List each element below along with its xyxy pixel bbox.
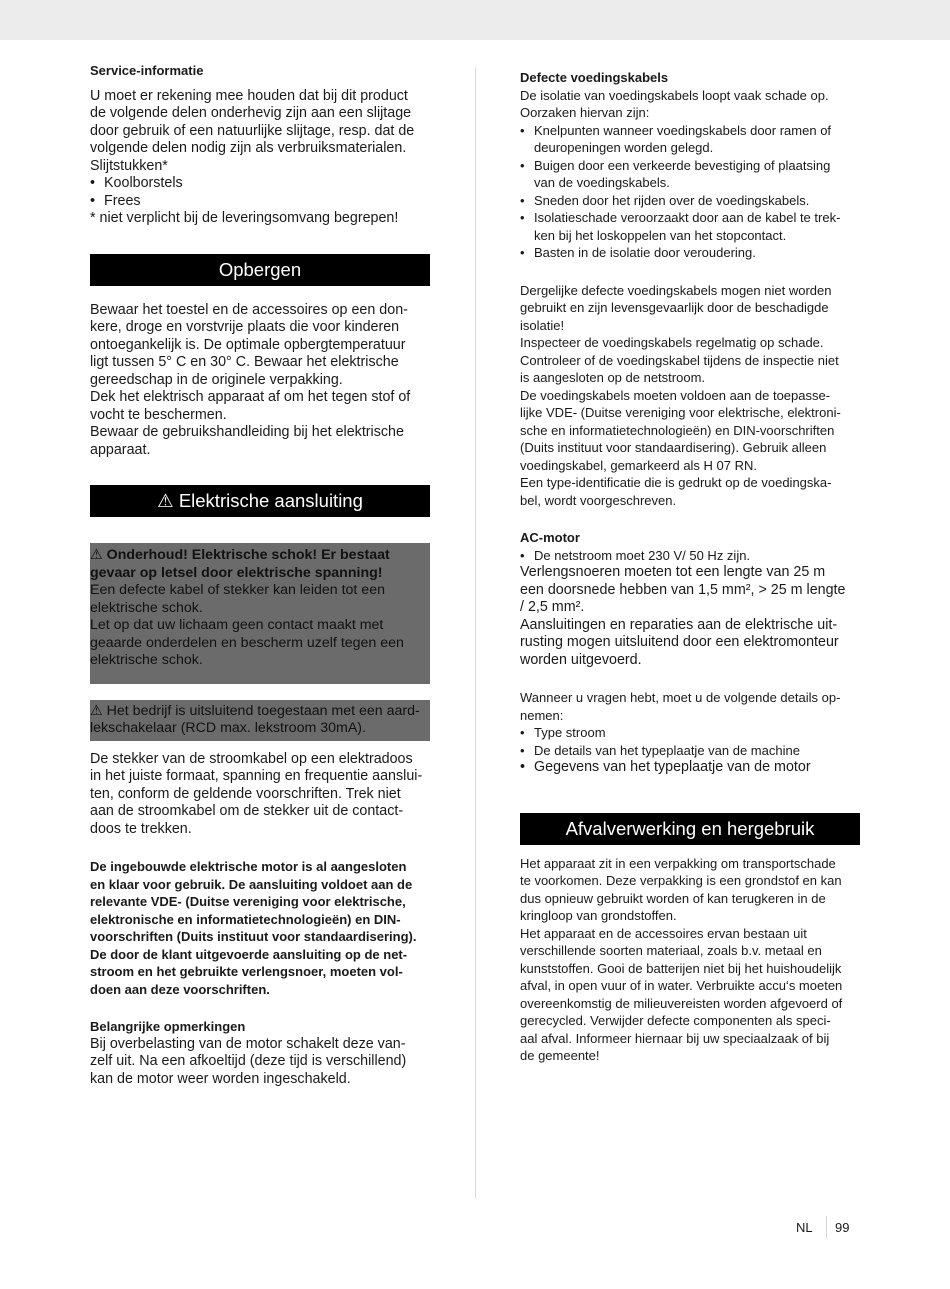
belangrijk-heading: Belangrijke opmerkingen [90,1019,246,1034]
section-banner-afvalverwerking: Afvalverwerking en hergebruik [520,813,860,845]
text-line: volgende delen nodig zijn als verbruiksmaterialen. [90,140,407,156]
text-line: kere, droge en vorstvrije plaats die voor kinderen [90,319,400,335]
belangrijk-text [90,1036,430,1089]
list-item-line: • Basten in de isolatie door veroudering. [534,245,756,260]
text-line: elektronische en informatietechnologieën) en DIN- [90,911,401,927]
text-line: nemen: [520,707,564,723]
text-line: Wanneer u vragen hebt, moet u de volgende details op- [520,690,841,705]
text-line: te voorkomen. Deze verpakking is een grondstof en kan [520,873,842,888]
text-line: Verlengsnoeren moeten tot een lengte van 25 m [520,564,826,580]
text-line: De stekker van de stroomkabel op een elektradoos [90,750,413,767]
text-line: Inspecteer de voedingskabels regelmatig op schade. [520,335,824,350]
list-item: • De details van het typeplaatje van de machine [520,742,860,760]
text-line: zelf uit. Na een afkoeltijd (deze tijd is verschillend) [90,1053,407,1069]
left-column [90,62,430,1088]
top-band [0,0,950,40]
warning-title-line: gevaar op letsel door elektrische spanning! [90,564,383,581]
text-line: Dek het elektrisch apparaat af om het tegen stof of [90,389,411,405]
text-line: gerecycled. Verwijder defecte componenten als speci- [520,1013,831,1028]
list-item-line: van de voedingskabels. [534,175,670,190]
list-item [520,244,860,262]
list-item [520,122,860,157]
text-line: Een type-identificatie die is gedrukt op de voedingska- [520,475,832,490]
list-item-line: ken bij het loskoppelen van het stopcontact. [534,227,787,243]
text-line: / 2,5 mm². [520,599,585,615]
text-line: Slijtstukken* [90,157,168,174]
text-line: ontoegankelijk is. De optimale opbergtemperatuur [90,336,406,353]
text-line: dus opnieuw gebruikt worden of kan terugkeren in de [520,890,826,906]
warning-title-line: ⚠ Onderhoud! Elektrische schok! Er bestaat [90,547,390,563]
details-list [520,724,860,777]
acmotor-heading: AC-motor [520,530,580,545]
acmotor-list [520,547,860,565]
text-line: kunststoffen. Gooi de batterijen niet bij het huishoudelijk [520,960,842,976]
text-line: Dergelijke defecte voedingskabels mogen niet worden [520,282,832,298]
section-banner-elektrische-aansluiting: ⚠ Elektrische aansluiting [90,485,430,517]
text-line: De voedingskabels moeten voldoen aan de toepasse- [520,387,831,403]
text-line: Het apparaat zit in een verpakking om transportschade [520,855,836,871]
wear-parts-list [90,175,430,210]
list-item-line: • Knelpunten wanneer voedingskabels door ramen of [534,122,832,138]
text-line: isolatie! [520,317,565,333]
right-column [520,69,860,1065]
list-item: • Frees [90,193,430,211]
footnote: * niet verplicht bij de leveringsomvang begrepen! [90,210,399,226]
list-item-line: deuropeningen worden gelegd. [534,140,714,155]
text-line: De ingebouwde elektrische motor is al aangesloten [90,859,407,874]
text-line: kan de motor weer worden ingeschakeld. [90,1070,351,1087]
text-line: relevante VDE- (Duitse vereniging voor elektrische, [90,894,406,909]
text-line: Aansluitingen en reparaties aan de elektrische uit- [520,616,838,633]
list-item: • Type stroom [520,724,860,742]
text-line: vocht te beschermen. [90,406,227,423]
text-line: stroom en het gebruikte verlengsnoer, moeten vol- [90,964,403,979]
text-line: Bewaar de gebruikshandleiding bij het elektrische [90,424,404,440]
text-line: gereedschap in de originele verpakking. [90,371,343,388]
text-line: een doorsnede hebben van 1,5 mm², > 25 m lengte [520,581,846,598]
text-line: apparaat. [90,441,151,458]
text-line: kringloop van grondstoffen. [520,908,677,923]
defect-heading: Defecte voedingskabels [520,70,669,85]
service-text [90,88,430,228]
text-line: aan de stroomkabel om de stekker uit de contact- [90,803,404,819]
list-item: • Gegevens van het typeplaatje van de motor [520,759,860,777]
text-line: gebruikt en zijn levensgevaarlijk door de beschadigde [520,300,829,315]
acmotor-text [520,564,860,669]
warning-line: ⚠ Het bedrijf is uitsluitend toegestaan met een aard- [90,702,420,719]
text-line: voedingskabel, gemarkeerd als H 07 RN. [520,457,758,473]
warning-line: elektrische schok. [90,652,203,668]
text-line: is aangesloten op de netstroom. [520,370,706,385]
list-item-line: • Buigen door een verkeerde bevestiging of plaatsing [534,157,831,173]
section-banner-opbergen: Opbergen [90,254,430,286]
warning-line: lekschakelaar (RCD max. lekstroom 30mA). [90,720,366,736]
text-line: ten, conform de geldende voorschriften. Trek niet [90,785,401,802]
afval-text [520,855,860,1065]
text-line: door gebruik of een natuurlijke slijtage, resp. dat de [90,122,415,139]
warning-box-electric-shock [90,543,430,684]
stekker-text [90,751,430,839]
text-line: ligt tussen 5° C en 30° C. Bewaar het elektrische [90,354,399,370]
warning-line: Een defecte kabel of stekker kan leiden tot een [90,582,385,598]
text-line: aal afval. Informeer hiernaar bij uw speciaalzaak of bij [520,1030,830,1046]
list-item [520,192,860,210]
text-line: worden uitgevoerd. [520,651,642,668]
text-line: de gemeente! [520,1048,600,1063]
text-line: Bewaar het toestel en de accessoires op een don- [90,301,408,318]
text-line: sche en informatietechnologieën) en DIN-voorschriften [520,422,835,438]
list-item [520,157,860,192]
list-item-line: • Isolatieschade veroorzaakt door aan de kabel te trek- [534,210,841,225]
text-line: Oorzaken hiervan zijn: [520,105,650,120]
text-line: lijke VDE- (Duitse vereniging voor elektrische, elektroni- [520,405,841,420]
text-line: bel, wordt voorgeschreven. [520,492,677,508]
defect-causes-list [520,122,860,262]
warning-line: elektrische schok. [90,599,203,616]
warning-line: geaarde onderdelen en bescherm uzelf tegen een [90,634,404,651]
text-line: overeenkomstig de milieuvereisten worden afgevoerd of [520,995,843,1011]
text-line: rusting mogen uitsluitend door een elektromonteur [520,634,839,650]
text-line: verschillende soorten materiaal, zoals b.v. metaal en [520,943,822,958]
list-item: • De netstroom moet 230 V/ 50 Hz zijn. [520,547,860,565]
column-divider [475,68,476,1198]
motor-connection-text [90,858,430,998]
text-line: (Duits instituut voor standaardisering). Gebruik alleen [520,440,827,455]
warning-box-rcd [90,700,430,741]
footer-separator [826,1216,827,1238]
text-line: doen aan deze voorschriften. [90,981,270,997]
text-line: De isolatie van voedingskabels loopt vaak schade op. [520,87,829,103]
defect-paragraph [520,282,860,510]
text-line: afval, in open vuur of in water. Verbruikte accu‘s moeten [520,978,843,993]
text-line: U moet er rekening mee houden dat bij dit product [90,87,408,104]
text-line: de volgende delen onderhevig zijn aan een slijtage [90,105,412,121]
text-line: De door de klant uitgevoerde aansluiting op de net- [90,946,408,962]
opbergen-text [90,302,430,460]
page-number: 99 [835,1220,850,1235]
text-line: Bij overbelasting van de motor schakelt deze van- [90,1035,406,1052]
text-line: Controleer of de voedingskabel tijdens de inspectie niet [520,352,839,368]
footer-language: NL [796,1220,813,1235]
list-item: • Koolborstels [90,175,430,193]
text-line: en klaar voor gebruik. De aansluiting voldoet aan de [90,876,413,892]
text-line: doos te trekken. [90,820,192,837]
list-item-line: • Sneden door het rijden over de voedingskabels. [534,192,810,208]
text-line: voorschriften (Duits instituut voor standaardisering). [90,929,417,944]
text-line: Het apparaat en de accessoires ervan bestaan uit [520,925,807,941]
service-heading: Service-informatie [90,63,204,78]
list-item [520,209,860,244]
warning-line: Let op dat uw lichaam geen contact maakt met [90,617,384,633]
text-line: in het juiste formaat, spanning en frequentie aanslui- [90,768,423,784]
